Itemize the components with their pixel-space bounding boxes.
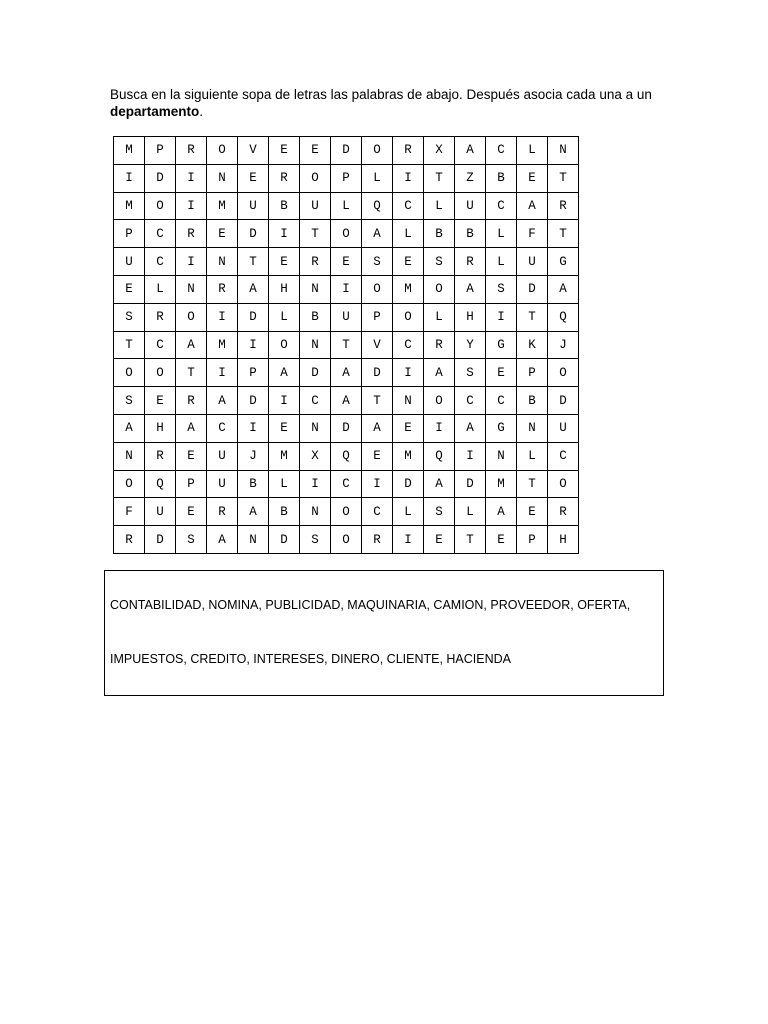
grid-cell: O (114, 359, 145, 387)
grid-cell: O (269, 331, 300, 359)
grid-cell: L (393, 498, 424, 526)
grid-cell: D (548, 387, 579, 415)
grid-cell: O (362, 275, 393, 303)
grid-cell: C (393, 331, 424, 359)
grid-cell: C (145, 220, 176, 248)
grid-cell: L (331, 192, 362, 220)
grid-cell: A (207, 387, 238, 415)
grid-row (114, 331, 579, 359)
grid-cell: I (424, 414, 455, 442)
grid-cell: R (393, 137, 424, 165)
grid-cell: N (114, 442, 145, 470)
grid-cell: I (393, 526, 424, 554)
grid-cell: Q (331, 442, 362, 470)
grid-cell: R (548, 498, 579, 526)
grid-cell: H (455, 303, 486, 331)
grid-cell: B (269, 192, 300, 220)
grid-cell: N (300, 414, 331, 442)
grid-cell: U (455, 192, 486, 220)
grid-cell: P (238, 359, 269, 387)
grid-cell: Q (424, 442, 455, 470)
grid-cell: C (486, 137, 517, 165)
grid-cell: A (114, 414, 145, 442)
grid-cell: D (331, 137, 362, 165)
word-list-box (104, 570, 664, 696)
grid-cell: N (207, 248, 238, 276)
grid-row (114, 303, 579, 331)
grid-cell: I (393, 164, 424, 192)
grid-cell: D (145, 526, 176, 554)
grid-cell: S (176, 526, 207, 554)
grid-cell: E (517, 164, 548, 192)
grid-cell: O (145, 192, 176, 220)
grid-cell: U (517, 248, 548, 276)
grid-cell: G (486, 414, 517, 442)
grid-cell: C (145, 248, 176, 276)
grid-cell: P (362, 303, 393, 331)
instructions-bold-word: departamento (110, 104, 200, 119)
grid-cell: T (548, 220, 579, 248)
grid-cell: C (486, 387, 517, 415)
grid-row (114, 192, 579, 220)
grid-cell: L (362, 164, 393, 192)
grid-cell: E (424, 526, 455, 554)
grid-cell: S (114, 387, 145, 415)
grid-cell: C (393, 192, 424, 220)
grid-cell: E (114, 275, 145, 303)
grid-cell: D (238, 303, 269, 331)
grid-cell: U (238, 192, 269, 220)
grid-row (114, 470, 579, 498)
instructions-suffix: . (199, 104, 204, 119)
grid-cell: D (269, 526, 300, 554)
grid-cell: D (300, 359, 331, 387)
word-search-grid (113, 136, 579, 554)
grid-cell: M (393, 442, 424, 470)
grid-cell: A (362, 414, 393, 442)
grid-cell: L (269, 470, 300, 498)
grid-cell: N (300, 275, 331, 303)
grid-cell: L (145, 275, 176, 303)
grid-cell: O (207, 137, 238, 165)
grid-cell: A (455, 137, 486, 165)
grid-cell: T (424, 164, 455, 192)
grid-cell: B (238, 470, 269, 498)
grid-cell: M (393, 275, 424, 303)
grid-cell: S (424, 498, 455, 526)
grid-cell: A (362, 220, 393, 248)
grid-cell: L (424, 303, 455, 331)
grid-row (114, 526, 579, 554)
grid-cell: A (176, 414, 207, 442)
grid-cell: U (548, 414, 579, 442)
grid-cell: A (269, 359, 300, 387)
grid-cell: N (393, 387, 424, 415)
grid-cell: L (269, 303, 300, 331)
grid-cell: J (548, 331, 579, 359)
grid-row (114, 442, 579, 470)
grid-cell: O (300, 164, 331, 192)
grid-cell: U (331, 303, 362, 331)
grid-cell: E (486, 359, 517, 387)
grid-cell: U (207, 470, 238, 498)
grid-cell: P (145, 137, 176, 165)
grid-cell: U (207, 442, 238, 470)
grid-cell: B (486, 164, 517, 192)
grid-cell: B (424, 220, 455, 248)
grid-cell: A (424, 470, 455, 498)
grid-cell: M (207, 331, 238, 359)
grid-cell: V (362, 331, 393, 359)
grid-cell: J (238, 442, 269, 470)
grid-cell: P (517, 526, 548, 554)
grid-cell: A (455, 275, 486, 303)
grid-cell: T (362, 387, 393, 415)
grid-cell: N (176, 275, 207, 303)
grid-cell: R (548, 192, 579, 220)
grid-cell: A (331, 387, 362, 415)
grid-cell: T (517, 303, 548, 331)
grid-cell: I (207, 359, 238, 387)
grid-row (114, 387, 579, 415)
grid-cell: D (393, 470, 424, 498)
grid-cell: E (176, 442, 207, 470)
grid-cell: I (207, 303, 238, 331)
grid-cell: O (331, 498, 362, 526)
grid-cell: R (145, 303, 176, 331)
grid-cell: D (238, 220, 269, 248)
grid-cell: B (269, 498, 300, 526)
grid-row (114, 498, 579, 526)
grid-cell: F (517, 220, 548, 248)
grid-cell: H (269, 275, 300, 303)
grid-cell: R (424, 331, 455, 359)
grid-cell: M (269, 442, 300, 470)
grid-cell: D (517, 275, 548, 303)
grid-cell: L (517, 137, 548, 165)
grid-cell: C (548, 442, 579, 470)
grid-cell: X (300, 442, 331, 470)
grid-cell: A (176, 331, 207, 359)
grid-cell: R (145, 442, 176, 470)
instructions-main: Busca en la siguiente sopa de letras las palabras de abajo. Después asocia cada una a un (110, 87, 652, 102)
grid-cell: S (362, 248, 393, 276)
grid-cell: P (176, 470, 207, 498)
grid-cell: E (486, 526, 517, 554)
grid-cell: E (145, 387, 176, 415)
grid-cell: A (548, 275, 579, 303)
grid-cell: E (269, 248, 300, 276)
grid-cell: B (455, 220, 486, 248)
grid-cell: T (548, 164, 579, 192)
grid-cell: N (238, 526, 269, 554)
grid-cell: H (548, 526, 579, 554)
grid-cell: S (486, 275, 517, 303)
grid-cell: C (455, 387, 486, 415)
grid-cell: I (176, 192, 207, 220)
grid-cell: G (548, 248, 579, 276)
grid-cell: N (300, 498, 331, 526)
grid-cell: N (486, 442, 517, 470)
grid-cell: M (207, 192, 238, 220)
grid-cell: R (207, 275, 238, 303)
grid-row (114, 164, 579, 192)
grid-row (114, 359, 579, 387)
grid-cell: C (300, 387, 331, 415)
grid-cell: T (517, 470, 548, 498)
grid-cell: S (114, 303, 145, 331)
grid-cell: O (176, 303, 207, 331)
grid-row (114, 248, 579, 276)
grid-cell: D (331, 414, 362, 442)
grid-cell: U (300, 192, 331, 220)
grid-cell: N (207, 164, 238, 192)
instructions-text (110, 86, 670, 120)
grid-cell: M (114, 192, 145, 220)
grid-cell: R (455, 248, 486, 276)
grid-cell: R (176, 387, 207, 415)
grid-cell: S (300, 526, 331, 554)
grid-cell: C (362, 498, 393, 526)
grid-cell: E (517, 498, 548, 526)
grid-cell: I (114, 164, 145, 192)
grid-cell: R (176, 220, 207, 248)
grid-cell: R (362, 526, 393, 554)
grid-cell: A (424, 359, 455, 387)
grid-cell: E (269, 414, 300, 442)
grid-cell: F (114, 498, 145, 526)
grid-cell: T (300, 220, 331, 248)
grid-cell: K (517, 331, 548, 359)
grid-cell: O (424, 275, 455, 303)
grid-cell: E (207, 220, 238, 248)
grid-cell: Z (455, 164, 486, 192)
grid-cell: P (114, 220, 145, 248)
grid-cell: O (548, 359, 579, 387)
grid-cell: E (393, 248, 424, 276)
grid-cell: L (517, 442, 548, 470)
grid-cell: X (424, 137, 455, 165)
grid-cell: N (517, 414, 548, 442)
word-list-line-1: CONTABILIDAD, NOMINA, PUBLICIDAD, MAQUINARIA, CAMION, PROVEEDOR, OFERTA, (110, 598, 631, 612)
grid-cell: E (393, 414, 424, 442)
grid-cell: I (176, 164, 207, 192)
grid-row (114, 137, 579, 165)
grid-cell: D (455, 470, 486, 498)
grid-cell: O (393, 303, 424, 331)
grid-cell: I (238, 414, 269, 442)
grid-cell: M (486, 470, 517, 498)
grid-cell: H (145, 414, 176, 442)
grid-cell: L (393, 220, 424, 248)
word-search-table (113, 136, 579, 554)
word-list-line-2: IMPUESTOS, CREDITO, INTERESES, DINERO, CLIENTE, HACIENDA (110, 652, 511, 666)
grid-cell: E (176, 498, 207, 526)
grid-cell: T (176, 359, 207, 387)
grid-row (114, 414, 579, 442)
grid-cell: A (331, 359, 362, 387)
grid-cell: B (300, 303, 331, 331)
grid-cell: E (269, 137, 300, 165)
grid-cell: S (455, 359, 486, 387)
grid-cell: S (424, 248, 455, 276)
grid-cell: O (114, 470, 145, 498)
grid-cell: O (331, 220, 362, 248)
grid-cell: D (362, 359, 393, 387)
grid-cell: L (486, 220, 517, 248)
grid-cell: E (362, 442, 393, 470)
grid-cell: I (300, 470, 331, 498)
grid-cell: I (176, 248, 207, 276)
grid-cell: C (145, 331, 176, 359)
grid-cell: Q (548, 303, 579, 331)
grid-cell: T (114, 331, 145, 359)
grid-cell: M (114, 137, 145, 165)
grid-cell: R (300, 248, 331, 276)
grid-cell: G (486, 331, 517, 359)
grid-cell: O (424, 387, 455, 415)
grid-cell: D (238, 387, 269, 415)
grid-cell: R (269, 164, 300, 192)
grid-cell: R (176, 137, 207, 165)
grid-cell: A (207, 526, 238, 554)
grid-cell: U (114, 248, 145, 276)
grid-cell: I (269, 220, 300, 248)
grid-cell: P (517, 359, 548, 387)
grid-cell: I (455, 442, 486, 470)
grid-cell: C (486, 192, 517, 220)
grid-cell: O (145, 359, 176, 387)
grid-cell: N (548, 137, 579, 165)
grid-cell: Q (362, 192, 393, 220)
grid-cell: Q (145, 470, 176, 498)
grid-cell: A (486, 498, 517, 526)
grid-cell: B (517, 387, 548, 415)
grid-cell: T (238, 248, 269, 276)
grid-cell: L (424, 192, 455, 220)
grid-cell: E (238, 164, 269, 192)
grid-cell: O (548, 470, 579, 498)
grid-cell: A (455, 414, 486, 442)
grid-cell: O (331, 526, 362, 554)
grid-cell: I (238, 331, 269, 359)
grid-cell: A (238, 275, 269, 303)
grid-cell: L (455, 498, 486, 526)
grid-cell: R (207, 498, 238, 526)
grid-cell: I (269, 387, 300, 415)
grid-cell: A (238, 498, 269, 526)
grid-cell: I (362, 470, 393, 498)
grid-cell: T (455, 526, 486, 554)
grid-cell: R (114, 526, 145, 554)
grid-cell: I (486, 303, 517, 331)
grid-cell: O (362, 137, 393, 165)
grid-cell: V (238, 137, 269, 165)
grid-cell: A (517, 192, 548, 220)
grid-cell: I (393, 359, 424, 387)
grid-cell: U (145, 498, 176, 526)
grid-cell: P (331, 164, 362, 192)
grid-cell: I (331, 275, 362, 303)
grid-cell: Y (455, 331, 486, 359)
grid-row (114, 220, 579, 248)
grid-cell: E (300, 137, 331, 165)
grid-cell: T (331, 331, 362, 359)
grid-row (114, 275, 579, 303)
grid-cell: D (145, 164, 176, 192)
grid-cell: L (486, 248, 517, 276)
grid-cell: E (331, 248, 362, 276)
grid-cell: N (300, 331, 331, 359)
grid-cell: C (207, 414, 238, 442)
grid-cell: C (331, 470, 362, 498)
